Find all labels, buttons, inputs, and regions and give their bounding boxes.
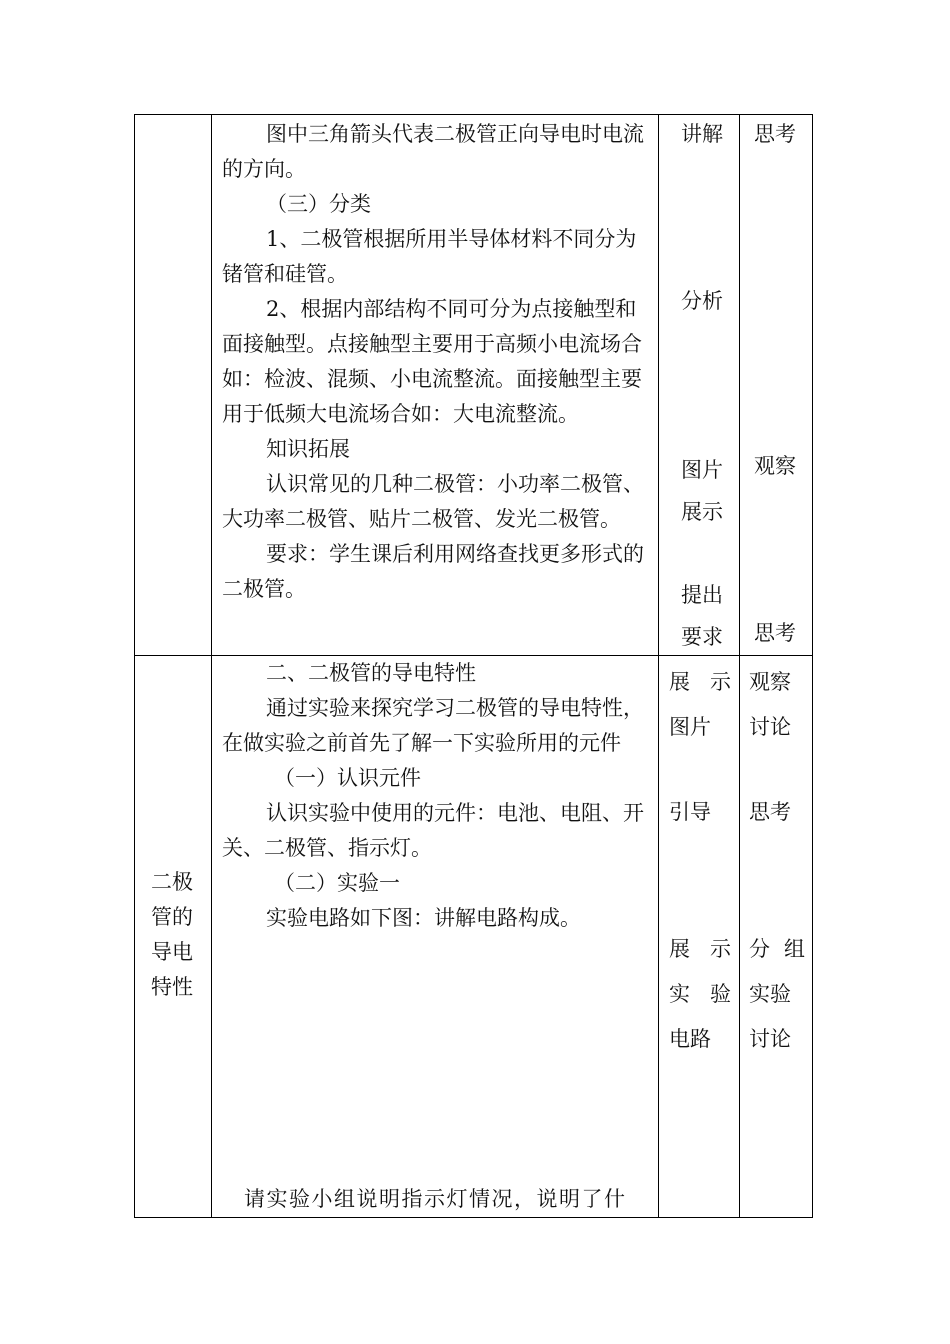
row2-student-activity xyxy=(749,795,809,830)
student-activity-label: 实验 xyxy=(749,982,791,1006)
teacher-activity-label: 引导 xyxy=(669,800,711,824)
teacher-activity-label: 验 xyxy=(710,982,731,1006)
content-paragraph: 图中三角箭头代表二极管正向导电时电流的方向。 xyxy=(222,122,644,181)
teacher-activity-label: 分析 xyxy=(681,289,723,313)
section-heading: （三）分类 xyxy=(266,192,371,216)
section-heading: （一）认识元件 xyxy=(274,766,421,790)
topic-line: 导电 xyxy=(151,940,193,964)
topic-line: 管的 xyxy=(151,905,193,929)
column-divider-3 xyxy=(739,114,740,1218)
content-paragraph: 要求：学生课后利用网络查找更多形式的二极管。 xyxy=(222,542,644,601)
content-paragraph: 2、根据内部结构不同可分为点接触型和面接触型。点接触型主要用于高频小电流场合如：检波、混频、小电流整流。面接触型主要用于低频大电流场合如：大电流整流。 xyxy=(222,297,642,426)
student-activity-label: 组 xyxy=(784,937,805,961)
row1-teacher-activity xyxy=(681,117,741,152)
student-activity-label: 思考 xyxy=(754,621,796,645)
row2-content-cell xyxy=(222,656,654,936)
teacher-activity-label: 图片 xyxy=(681,458,723,482)
column-divider-1 xyxy=(211,114,212,1218)
content-paragraph: 1、二极管根据所用半导体材料不同分为锗管和硅管。 xyxy=(222,227,637,286)
student-activity-label: 思考 xyxy=(754,122,796,146)
student-activity-label: 观察 xyxy=(749,670,791,694)
table-left-border xyxy=(134,114,135,1218)
content-paragraph: 实验电路如下图：讲解电路构成。 xyxy=(266,906,581,930)
topic-line: 二极 xyxy=(151,870,193,894)
content-paragraph: 认识实验中使用的元件：电池、电阻、开关、二极管、指示灯。 xyxy=(222,801,644,860)
teacher-activity-label: 实 xyxy=(669,982,690,1006)
row2-student-activity xyxy=(749,660,809,750)
row2-student-activity xyxy=(749,927,809,1062)
teacher-activity-label: 电路 xyxy=(669,1027,711,1051)
row1-student-activity xyxy=(754,117,810,152)
teacher-activity-label: 要求 xyxy=(681,625,723,649)
row1-content-cell xyxy=(222,117,654,607)
row1-student-activity xyxy=(754,616,810,651)
row2-teacher-activity xyxy=(669,927,735,1062)
teacher-activity-label: 示 xyxy=(710,937,731,961)
row2-topic-cell xyxy=(151,865,201,1005)
student-activity-label: 讨论 xyxy=(749,1027,791,1051)
section-heading: 知识拓展 xyxy=(266,437,350,461)
student-activity-label: 讨论 xyxy=(749,715,791,739)
table-bottom-border xyxy=(134,1217,813,1218)
row2-content-continued xyxy=(244,1182,660,1217)
row1-teacher-activity xyxy=(681,449,741,533)
topic-line: 特性 xyxy=(151,975,193,999)
content-paragraph: 认识常见的几种二极管：小功率二极管、大功率二极管、贴片二极管、发光二极管。 xyxy=(222,472,644,531)
row1-student-activity xyxy=(754,449,810,484)
teacher-activity-label: 示 xyxy=(710,670,731,694)
teacher-activity-label: 提出 xyxy=(681,583,723,607)
teacher-activity-label: 图片 xyxy=(669,715,711,739)
teacher-activity-label: 讲解 xyxy=(681,122,723,146)
teacher-activity-label: 展 xyxy=(669,670,690,694)
column-divider-2 xyxy=(658,114,659,1218)
section-heading: （二）实验一 xyxy=(274,871,400,895)
teacher-activity-label: 展示 xyxy=(681,500,723,524)
student-activity-label: 思考 xyxy=(749,800,791,824)
row2-teacher-activity xyxy=(669,795,735,830)
teacher-activity-label: 展 xyxy=(669,937,690,961)
student-activity-label: 分 xyxy=(749,937,770,961)
row2-teacher-activity xyxy=(669,660,735,750)
row1-teacher-activity xyxy=(681,284,741,319)
content-paragraph: 请实验小组说明指示灯情况，说明了什 xyxy=(244,1187,627,1211)
table-top-border xyxy=(134,114,813,115)
row1-teacher-activity xyxy=(681,574,741,658)
section-heading: 二、二极管的导电特性 xyxy=(266,661,476,685)
student-activity-label: 观察 xyxy=(754,454,796,478)
table-right-border xyxy=(812,114,813,1218)
content-paragraph: 通过实验来探究学习二极管的导电特性，在做实验之前首先了解一下实验所用的元件 xyxy=(222,696,644,755)
